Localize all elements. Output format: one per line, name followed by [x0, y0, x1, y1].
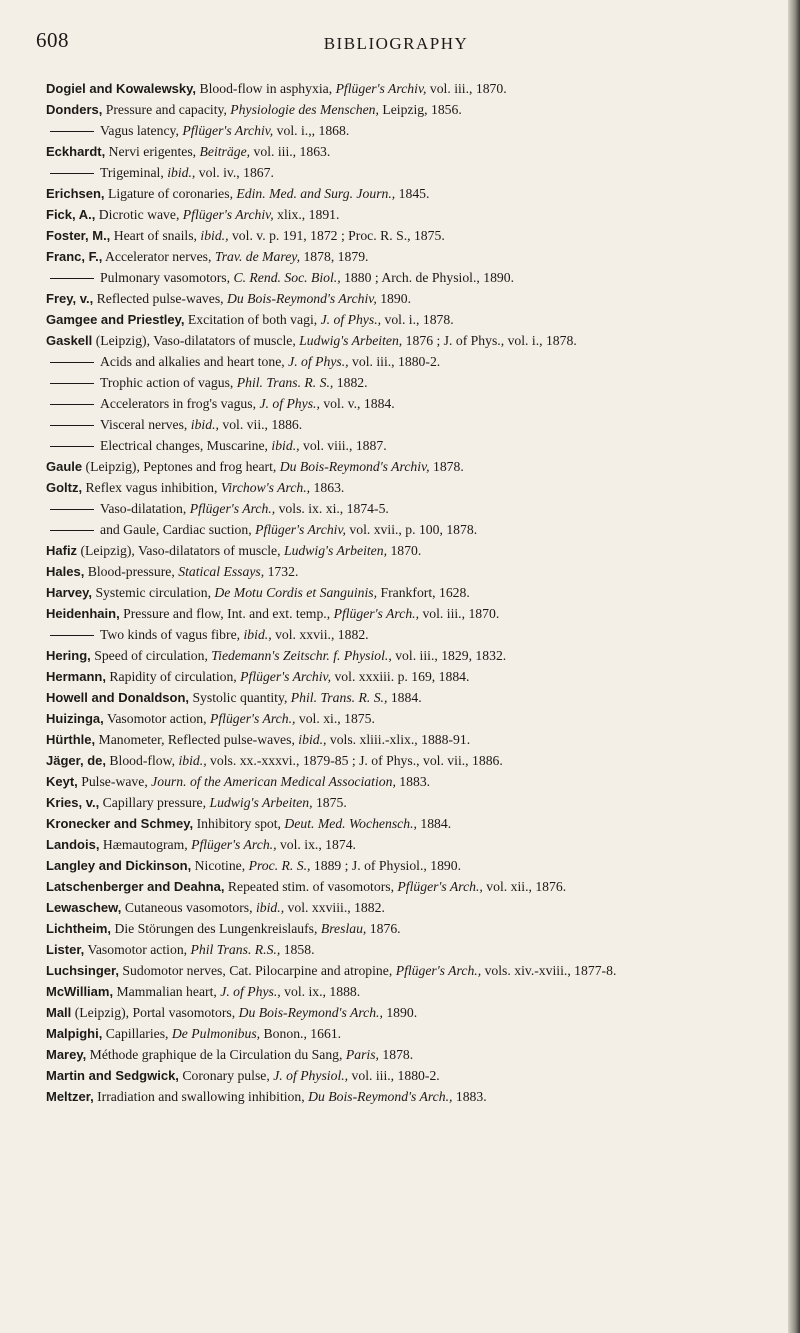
bibliography-entry: [46, 792, 770, 813]
entry-details: vol. xxvii., 1882.: [271, 627, 369, 642]
bibliography-entry: [46, 939, 770, 960]
entry-source: Pflüger's Arch.,: [333, 606, 420, 621]
page-edge: [788, 0, 800, 1333]
entry-author: Lichtheim,: [46, 921, 112, 936]
entry-source: Statical Essays,: [178, 564, 265, 579]
bibliography-entry: [46, 519, 770, 540]
entry-title: Excitation of both vagi,: [187, 312, 321, 327]
entry-author: Malpighi,: [46, 1026, 103, 1041]
entry-author: Erichsen,: [46, 186, 105, 201]
entry-author: Mall: [46, 1005, 72, 1020]
entry-source: ibid.,: [190, 417, 219, 432]
entry-title: Pulmonary vasomotors,: [100, 270, 234, 285]
entry-source: Ludwig's Arbeiten,: [209, 795, 313, 810]
bibliography-entry: [46, 435, 770, 456]
bibliography-entry: [46, 120, 770, 141]
entry-author: Huizinga,: [46, 711, 104, 726]
entry-details: 1883.: [452, 1089, 487, 1104]
bibliography-entry: [46, 771, 770, 792]
entry-author: Hering,: [46, 648, 91, 663]
bibliography-entry: [46, 981, 770, 1002]
ditto-dash: [50, 362, 94, 363]
entry-details: vol. iii., 1863.: [250, 144, 331, 159]
entry-title: (Leipzig), Peptones and frog heart,: [85, 459, 280, 474]
entry-source: Du Bois-Reymond's Arch.,: [238, 1005, 383, 1020]
entry-source: Pflüger's Archiv,: [240, 669, 332, 684]
page-header: [36, 28, 756, 58]
entry-title: Pressure and flow, Int. and ext. temp.,: [123, 606, 334, 621]
entry-details: vol. i.,, 1868.: [273, 123, 350, 138]
entry-details: vol. iii., 1870.: [426, 81, 507, 96]
entry-author: Langley and Dickinson,: [46, 858, 192, 873]
bibliography-entry: [46, 246, 770, 267]
entry-details: Frankfort, 1628.: [377, 585, 470, 600]
entry-author: Martin and Sedgwick,: [46, 1068, 179, 1083]
bibliography-entry: [46, 498, 770, 519]
bibliography-entry: [46, 162, 770, 183]
entry-details: vol. ix., 1874.: [276, 837, 356, 852]
bibliography-entry: [46, 540, 770, 561]
entry-source: C. Rend. Soc. Biol.,: [233, 270, 341, 285]
entry-details: vol. v. p. 191, 1872 ; Proc. R. S., 1875.: [228, 228, 445, 243]
entry-details: vol. xxviii., 1882.: [284, 900, 385, 915]
entry-source: Phil Trans. R.S.,: [190, 942, 281, 957]
entry-details: vols. xx.-xxxvi., 1879-85 ; J. of Phys., vol. vii., 1886.: [206, 753, 503, 768]
bibliography-entry: [46, 309, 770, 330]
entry-author: Howell and Donaldson,: [46, 690, 190, 705]
entry-details: vol. vii., 1886.: [218, 417, 303, 432]
entry-details: 1870.: [387, 543, 422, 558]
entry-details: 1884.: [387, 690, 422, 705]
entry-source: J. of Phys.,: [320, 312, 382, 327]
bibliography-entry: [46, 582, 770, 603]
entry-details: vol. i., 1878.: [381, 312, 454, 327]
ditto-dash: [50, 446, 94, 447]
entry-source: ibid.,: [243, 627, 272, 642]
entry-source: De Pulmonibus,: [171, 1026, 261, 1041]
entry-author: Harvey,: [46, 585, 93, 600]
ditto-dash: [50, 530, 94, 531]
bibliography-entry: [46, 645, 770, 666]
bibliography-entry: [46, 456, 770, 477]
entry-author: Eckhardt,: [46, 144, 106, 159]
entry-source: Pflüger's Arch.,: [395, 963, 482, 978]
entry-title: Vaso-dilatation,: [100, 501, 190, 516]
entry-details: Bonon., 1661.: [260, 1026, 342, 1041]
entry-details: 1863.: [310, 480, 345, 495]
entry-author: Hales,: [46, 564, 85, 579]
bibliography-entry: [46, 666, 770, 687]
entry-details: vol. iii., 1829, 1832.: [391, 648, 507, 663]
bibliography-entry: [46, 183, 770, 204]
entry-title: Reflected pulse-waves,: [96, 291, 227, 306]
entry-details: 1884.: [416, 816, 452, 831]
bibliography-entry: [46, 351, 770, 372]
bibliography-entry: [46, 1044, 770, 1065]
entry-details: vol. iii., 1880-2.: [348, 354, 441, 369]
entry-details: 1882.: [333, 375, 368, 390]
entry-source: ibid.,: [200, 228, 229, 243]
entry-author: Meltzer,: [46, 1089, 94, 1104]
entry-title: Pulse-wave,: [81, 774, 152, 789]
entry-title: Coronary pulse,: [182, 1068, 274, 1083]
entry-source: Journ. of the American Medical Association,: [151, 774, 396, 789]
bibliography-entry: [46, 855, 770, 876]
entry-details: vol. viii., 1887.: [299, 438, 387, 453]
entry-author: Marey,: [46, 1047, 87, 1062]
entry-title: Cutaneous vasomotors,: [124, 900, 256, 915]
ditto-dash: [50, 173, 94, 174]
bibliography-entry: [46, 960, 770, 981]
entry-source: Pflüger's Archiv,: [182, 207, 274, 222]
entry-author: Frey, v.,: [46, 291, 94, 306]
entry-title: Vasomotor action,: [87, 942, 191, 957]
running-head: BIBLIOGRAPHY: [323, 34, 469, 53]
entry-title: Blood-pressure,: [87, 564, 179, 579]
entry-title: Manometer, Reflected pulse-waves,: [98, 732, 299, 747]
entry-title: Capillaries,: [105, 1026, 172, 1041]
entry-author: Kronecker and Schmey,: [46, 816, 194, 831]
entry-source: J. of Physiol.,: [273, 1068, 349, 1083]
entry-details: 1875.: [312, 795, 347, 810]
bibliography-entry: [46, 729, 770, 750]
entry-title: Electrical changes, Muscarine,: [100, 438, 272, 453]
entry-title: Two kinds of vagus fibre,: [100, 627, 244, 642]
entry-source: Du Bois-Reymond's Arch.,: [308, 1089, 453, 1104]
entry-source: J. of Phys.,: [259, 396, 320, 411]
entry-source: Pflüger's Archiv,: [182, 123, 274, 138]
entry-source: Pflüger's Archiv,: [255, 522, 346, 537]
entry-source: Edin. Med. and Surg. Journ.,: [236, 186, 396, 201]
ditto-dash: [50, 425, 94, 426]
entry-details: 1878.: [378, 1047, 414, 1062]
entry-details: vol. xi., 1875.: [295, 711, 375, 726]
bibliography-entry: [46, 267, 770, 288]
entry-title: Nicotine,: [194, 858, 249, 873]
entry-author: Donders,: [46, 102, 103, 117]
entry-author: McWilliam,: [46, 984, 114, 999]
bibliography-entry: [46, 141, 770, 162]
bibliography-entry: [46, 561, 770, 582]
entry-source: J. of Phys.,: [220, 984, 281, 999]
entry-source: Ludwig's Arbeiten,: [283, 543, 388, 558]
entry-title: Méthode graphique de la Circulation du Sang,: [89, 1047, 346, 1062]
entry-author: Foster, M.,: [46, 228, 111, 243]
entry-title: Systemic circulation,: [95, 585, 215, 600]
entry-source: ibid.,: [255, 900, 285, 915]
entry-author: Hermann,: [46, 669, 106, 684]
bibliography-entry: [46, 288, 770, 309]
entry-details: vol. xvii., p. 100, 1878.: [345, 522, 478, 537]
entry-details: 1890.: [376, 291, 411, 306]
entry-details: 1880 ; Arch. de Physiol., 1890.: [340, 270, 515, 285]
entry-source: Du Bois-Reymond's Archiv,: [227, 291, 377, 306]
ditto-dash: [50, 509, 94, 510]
entry-title: Die Störungen des Lungenkreislaufs,: [114, 921, 321, 936]
entry-title: Nervi erigentes,: [108, 144, 200, 159]
entry-author: Jäger, de,: [46, 753, 106, 768]
entry-source: Deut. Med. Wochensch.,: [284, 816, 417, 831]
entry-details: 1889 ; J. of Physiol., 1890.: [310, 858, 462, 873]
entry-source: Ludwig's Arbeiten,: [299, 333, 403, 348]
entry-source: Pflüger's Arch.,: [189, 501, 276, 516]
entry-author: Gamgee and Priestley,: [46, 312, 185, 327]
entry-source: ibid.,: [178, 753, 207, 768]
entry-title: (Leipzig), Vaso-dilatators of muscle,: [80, 543, 284, 558]
bibliography-entry: [46, 99, 770, 120]
ditto-dash: [50, 404, 94, 405]
entry-source: Paris,: [345, 1047, 379, 1062]
entry-author: Gaskell: [46, 333, 93, 348]
entry-author: Lister,: [46, 942, 85, 957]
entry-author: Lewaschew,: [46, 900, 122, 915]
entry-source: Trav. de Marey,: [214, 249, 301, 264]
entry-source: Du Bois-Reymond's Archiv,: [279, 459, 430, 474]
bibliography-entry: [46, 477, 770, 498]
bibliography-entry: [46, 750, 770, 771]
entry-title: Blood-flow,: [109, 753, 179, 768]
entry-source: Beiträge,: [199, 144, 251, 159]
entry-author: Goltz,: [46, 480, 83, 495]
entry-title: Speed of circulation,: [94, 648, 212, 663]
entry-title: (Leipzig), Portal vasomotors,: [74, 1005, 239, 1020]
entry-title: Systolic quantity,: [192, 690, 291, 705]
bibliography-entry: [46, 813, 770, 834]
entry-details: 1890.: [382, 1005, 418, 1020]
bibliography-entry: [46, 78, 770, 99]
entry-title: Visceral nerves,: [100, 417, 191, 432]
entry-title: Inhibitory spot,: [196, 816, 285, 831]
bibliography-entry: [46, 624, 770, 645]
entry-author: Dogiel and Kowalewsky,: [46, 81, 197, 96]
bibliography-entry: [46, 414, 770, 435]
entry-author: Fick, A.,: [46, 207, 96, 222]
ditto-dash: [50, 278, 94, 279]
entry-author: Franc, F.,: [46, 249, 103, 264]
entry-details: 1732.: [264, 564, 299, 579]
entry-details: vol. v., 1884.: [319, 396, 395, 411]
entry-source: ibid.,: [271, 438, 300, 453]
bibliography-entry: [46, 225, 770, 246]
entry-title: Dicrotic wave,: [98, 207, 183, 222]
entry-details: 1876 ; J. of Phys., vol. i., 1878.: [402, 333, 577, 348]
bibliography-entry: [46, 1086, 770, 1107]
entry-author: Gaule: [46, 459, 83, 474]
entry-title: Pressure and capacity,: [105, 102, 231, 117]
entry-title: Hæmautogram,: [102, 837, 192, 852]
bibliography-entry: [46, 876, 770, 897]
entry-title: Heart of snails,: [113, 228, 201, 243]
entry-details: xlix., 1891.: [273, 207, 340, 222]
entry-details: vol. xxxiii. p. 169, 1884.: [331, 669, 470, 684]
bibliography-entry: [46, 393, 770, 414]
ditto-dash: [50, 383, 94, 384]
bibliography-entry: [46, 330, 770, 351]
entry-author: Heidenhain,: [46, 606, 120, 621]
entry-details: vol. iii., 1880-2.: [348, 1068, 440, 1083]
bibliography-entry: [46, 372, 770, 393]
bibliography-entry: [46, 687, 770, 708]
entry-title: Accelerator nerves,: [105, 249, 215, 264]
entry-source: Pflüger's Archiv,: [335, 81, 427, 96]
entry-title: Irradiation and swallowing inhibition,: [97, 1089, 309, 1104]
entry-source: Pflüger's Arch.,: [210, 711, 296, 726]
entry-source: Phil. Trans. R. S.,: [290, 690, 388, 705]
entry-source: Tiedemann's Zeitschr. f. Physiol.,: [211, 648, 392, 663]
entry-details: vol. xii., 1876.: [482, 879, 567, 894]
entry-title: Vasomotor action,: [106, 711, 210, 726]
bibliography-entry: [46, 1002, 770, 1023]
entry-title: Vagus latency,: [100, 123, 183, 138]
entry-details: Leipzig, 1856.: [378, 102, 462, 117]
bibliography-entry: [46, 204, 770, 225]
entry-title: (Leipzig), Vaso-dilatators of muscle,: [95, 333, 300, 348]
entry-author: Hürthle,: [46, 732, 96, 747]
entry-title: Trophic action of vagus,: [100, 375, 237, 390]
entry-details: 1876.: [366, 921, 401, 936]
entry-details: vol. iv., 1867.: [195, 165, 274, 180]
entry-details: 1883.: [395, 774, 431, 789]
entry-source: Breslau,: [320, 921, 367, 936]
entry-author: Hafiz: [46, 543, 78, 558]
entry-source: Pflüger's Arch.,: [397, 879, 483, 894]
entry-details: vol. ix., 1888.: [280, 984, 361, 999]
entry-author: Kries, v.,: [46, 795, 100, 810]
entry-source: Physiologie des Menschen,: [230, 102, 379, 117]
entry-details: 1845.: [395, 186, 430, 201]
bibliography-entry: [46, 1023, 770, 1044]
ditto-dash: [50, 635, 94, 636]
entry-source: J. of Phys.,: [288, 354, 349, 369]
bibliography-entry: [46, 1065, 770, 1086]
entry-title: Mammalian heart,: [116, 984, 221, 999]
ditto-dash: [50, 131, 94, 132]
entry-title: Accelerators in frog's vagus,: [100, 396, 260, 411]
entry-title: Capillary pressure,: [102, 795, 210, 810]
entry-title: Reflex vagus inhibition,: [85, 480, 221, 495]
entry-title: Blood-flow in asphyxia,: [199, 81, 336, 96]
entry-source: ibid.,: [167, 165, 196, 180]
entry-source: Phil. Trans. R. S.,: [236, 375, 334, 390]
bibliography-entry: [46, 834, 770, 855]
entry-details: vols. ix. xi., 1874-5.: [275, 501, 389, 516]
entry-source: De Motu Cordis et Sanguinis,: [214, 585, 378, 600]
entry-source: Pflüger's Arch.,: [191, 837, 277, 852]
entry-source: Proc. R. S.,: [248, 858, 311, 873]
bibliography-list: [46, 78, 770, 1107]
entry-details: vols. xliii.-xlix., 1888-91.: [326, 732, 471, 747]
bibliography-entry: [46, 918, 770, 939]
entry-author: Landois,: [46, 837, 100, 852]
entry-author: Keyt,: [46, 774, 78, 789]
entry-author: Luchsinger,: [46, 963, 119, 978]
entry-title: Trigeminal,: [100, 165, 168, 180]
entry-details: 1878, 1879.: [300, 249, 369, 264]
bibliography-entry: [46, 897, 770, 918]
bibliography-entry: [46, 603, 770, 624]
page-number: 608: [36, 28, 69, 52]
bibliography-entry: [46, 708, 770, 729]
entry-title: Acids and alkalies and heart tone,: [100, 354, 289, 369]
entry-details: 1858.: [280, 942, 315, 957]
entry-title: Repeated stim. of vasomotors,: [227, 879, 398, 894]
entry-details: vols. xiv.-xviii., 1877-8.: [481, 963, 617, 978]
entry-details: vol. iii., 1870.: [419, 606, 500, 621]
entry-title: Rapidity of circulation,: [109, 669, 241, 684]
entry-title: Sudomotor nerves, Cat. Pilocarpine and atropine,: [122, 963, 396, 978]
entry-source: ibid.,: [298, 732, 327, 747]
entry-title: and Gaule, Cardiac suction,: [100, 522, 256, 537]
entry-title: Ligature of coronaries,: [107, 186, 237, 201]
entry-author: Latschenberger and Deahna,: [46, 879, 225, 894]
entry-source: Virchow's Arch.,: [220, 480, 311, 495]
entry-details: 1878.: [429, 459, 464, 474]
